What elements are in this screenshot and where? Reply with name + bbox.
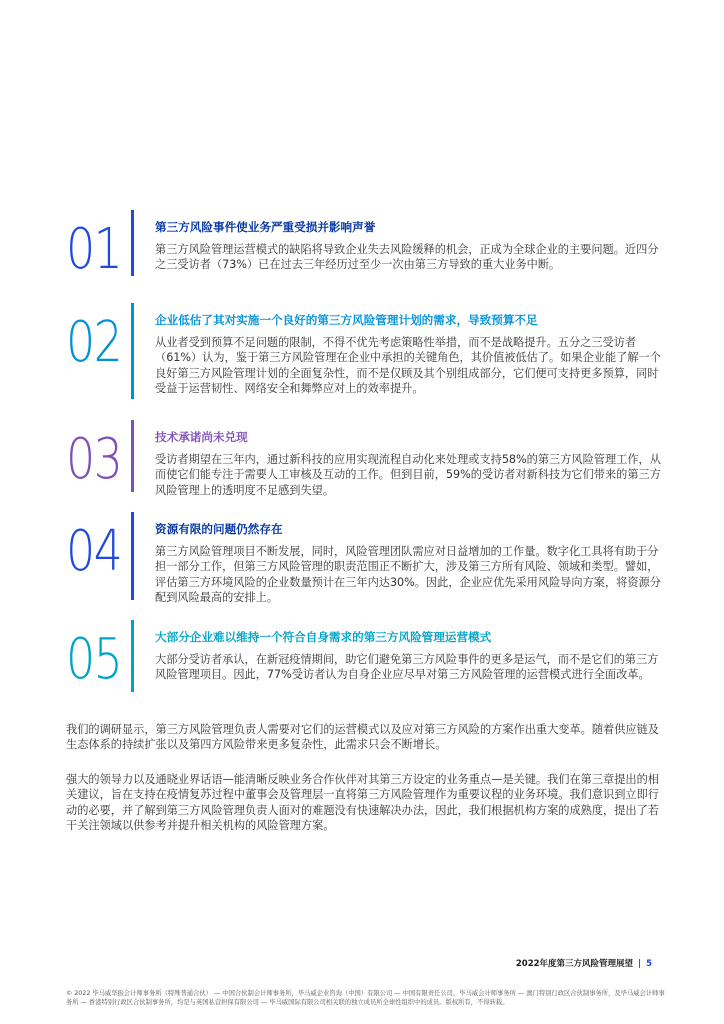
finding-title: 技术承诺尚未兑现 — [155, 430, 248, 444]
page-number: 5 — [646, 959, 652, 969]
finding-title: 资源有限的问题仍然存在 — [155, 522, 283, 536]
finding-number: 03 — [66, 427, 122, 492]
finding-body: 受访者期望在三年内，通过新科技的应用实现流程自动化来处理或支持58%的第三方风险管理工作，从而使它们能专注于需要人工审核及互动的工作。但到目前，59%的受访者对新科技为它们带来的第三方风险管理上的透明度不足感到失望。 — [155, 453, 661, 497]
accent-bar — [131, 620, 134, 692]
finding-body: 从业者受到预算不足问题的限制，不得不优先考虑策略性举措，而不是战略提升。五分之三受访者（61%）认为，鉴于第三方风险管理在企业中承担的关键角色，其价值被低估了。如果企业能了解一个良好第三方风险管理计划的全面复杂性，而不是仅顾及其个别组成部分，它们便可支持更多预算，同时受益于运营韧性、网络安全和舞弊应对上的效率提升。 — [155, 336, 661, 396]
finding-title: 第三方风险事件使业务严重受损并影响声誉 — [155, 220, 376, 234]
finding-body: 大部分受访者承认，在新冠疫情期间，助它们避免第三方风险事件的更多是运气，而不是它们的第三方风险管理项目。因此，77%受访者认为自身企业应尽早对第三方风险管理的运营模式进行全面改革。 — [155, 653, 659, 682]
body-paragraph: 我们的调研显示，第三方风险管理负责人需要对它们的运营模式以及应对第三方风险的方案作出重大变革。随着供应链及生态体系的持续扩张以及第四方风险带来更多复杂性，此需求只会不断增长。 — [66, 723, 659, 752]
finding-number: 01 — [66, 217, 122, 282]
finding-body: 第三方风险管理项目不断发展，同时，风险管理团队需应对日益增加的工作量。数字化工具将有助于分担一部分工作，但第三方风险管理的职责范围正不断扩大，涉及第三方所有风险、领域和类型。譬如，评估第三方环境风险的企业数量预计在三年内达30%。因此，企业应优先采用风险导向方案，将资源分配到风险最高的安排上。 — [155, 545, 661, 605]
legal-notice: © 2022 毕马威华振会计师事务所（特殊普通合伙） — 中国合伙制会计师事务所，毕马威企业咨询（中国）有限公司 — 中国有限责任公司，毕马威会计师事务所 — 澳门特别行政区合伙制事务所，及毕马威会计师事务所 — 香港特别行政区合伙制事务所，均是与英国私营担保有限公司 — 毕马威国际有限公司相关联的独立成员所全球性组织中的成员。版权所有，不得转载。 — [66, 990, 665, 1006]
body-paragraph: 强大的领导力以及通晓业界话语—能清晰反映业务合作伙伴对其第三方设定的业务重点—是关键。我们在第三章提出的相关建议，旨在支持在疫情复苏过程中董事会及管理层一直将第三方风险管理作为重要议程的业务环境。我们意识到立即行动的必要，并了解到第三方风险管理负责人面对的难题没有快速解决办法，因此，我们根据机构方案的成熟度，提出了若干关注领域以供参考并提升相关机构的风险管理方案。 — [66, 773, 659, 833]
footer-report-title — [516, 957, 652, 969]
finding-title: 企业低估了其对实施一个良好的第三方风险管理计划的需求，导致预算不足 — [155, 313, 538, 327]
finding-number: 02 — [66, 310, 122, 375]
finding-number: 04 — [66, 519, 122, 584]
finding-body: 第三方风险管理运营模式的缺陷将导致企业失去风险缓释的机会，正成为全球企业的主要问题。近四分之三受访者（73%）已在过去三年经历过至少一次由第三方导致的重大业务中断。 — [155, 243, 659, 272]
separator: | — [638, 959, 642, 969]
finding-title: 大部分企业难以维持一个符合自身需求的第三方风险管理运营模式 — [155, 630, 492, 644]
accent-bar — [131, 303, 134, 399]
accent-bar — [131, 420, 134, 492]
finding-number: 05 — [66, 627, 122, 692]
report-title: 2022年度第三方风险管理展望 — [515, 959, 634, 969]
accent-bar — [131, 210, 134, 276]
accent-bar — [131, 512, 134, 600]
